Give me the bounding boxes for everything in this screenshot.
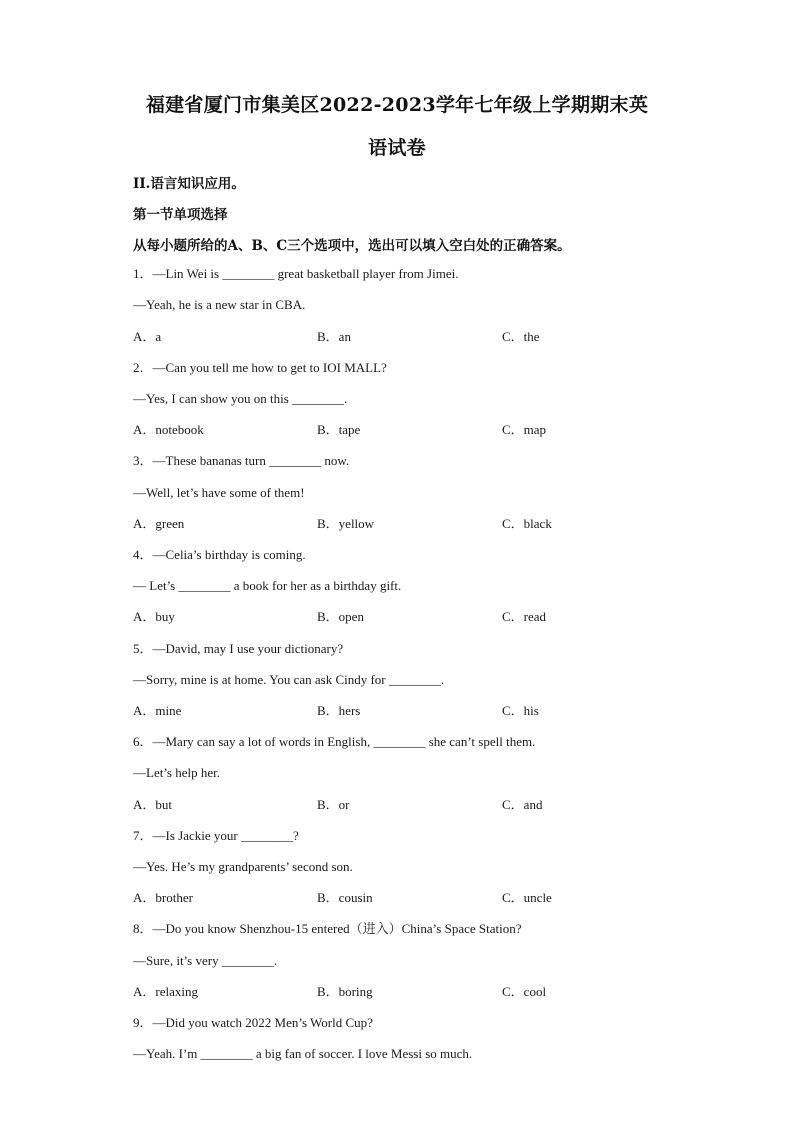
question-1-reply: —Yeah, he is a new star in CBA.: [133, 297, 306, 312]
question-2-reply: —Yes, I can show you on this ________.: [133, 391, 348, 406]
question-6-prompt: 6．—Mary can say a lot of words in English, ________ she can’t spell them.: [133, 734, 536, 749]
question-8-reply: —Sure, it’s very ________.: [133, 953, 278, 968]
question-5-option-b: B．hers: [317, 703, 361, 718]
question-1-option-a: A．a: [133, 329, 162, 344]
question-2-option-c: C．map: [502, 422, 547, 437]
question-8-prompt: 8．—Do you know Shenzhou-15 entered（进入）China’s Space Station?: [133, 921, 522, 936]
question-3-option-c: C．black: [502, 516, 552, 531]
question-4-reply: — Let’s ________ a book for her as a birthday gift.: [133, 578, 402, 593]
question-4-option-c: C．read: [502, 609, 547, 624]
question-6-option-a: A．but: [133, 797, 173, 812]
question-3-prompt: 3．—These bananas turn ________ now.: [133, 453, 350, 468]
question-5-option-c: C．his: [502, 703, 539, 718]
question-3-option-b: B．yellow: [317, 516, 375, 531]
question-1-option-c: C．the: [502, 329, 540, 344]
question-7-prompt: 7．—Is Jackie your ________?: [133, 828, 299, 843]
question-8-option-c: C．cool: [502, 984, 547, 999]
question-6-option-c: C．and: [502, 797, 543, 812]
subsection-heading: 第一节单项选择: [133, 207, 228, 223]
question-3-reply: —Well, let’s have some of them!: [133, 485, 305, 500]
question-2-option-b: B．tape: [317, 422, 361, 437]
instruction-text: 从每小题所给的A、B、C三个选项中，选出可以填入空白处的正确答案。: [133, 238, 571, 254]
question-7-option-c: C．uncle: [502, 890, 552, 905]
page-title-line-2: 语试卷: [368, 137, 426, 159]
question-9-prompt: 9．—Did you watch 2022 Men’s World Cup?: [133, 1015, 373, 1030]
question-7-reply: —Yes. He’s my grandparents’ second son.: [133, 859, 353, 874]
question-1-option-b: B．an: [317, 329, 351, 344]
question-2-option-a: A．notebook: [133, 422, 204, 437]
question-5-prompt: 5．—David, may I use your dictionary?: [133, 641, 344, 656]
question-8-option-a: A．relaxing: [133, 984, 198, 999]
page-title-line-1: 福建省厦门市集美区2022-2023学年七年级上学期期末英: [145, 94, 649, 116]
question-5-option-a: A．mine: [133, 703, 182, 718]
question-4-option-b: B．open: [317, 609, 364, 624]
question-2-prompt: 2．—Can you tell me how to get to IOI MALL?: [133, 360, 387, 375]
question-7-option-b: B．cousin: [317, 890, 373, 905]
question-5-reply: —Sorry, mine is at home. You can ask Cindy for ________.: [133, 672, 445, 687]
question-1-prompt: 1．—Lin Wei is ________ great basketball player from Jimei.: [133, 266, 459, 281]
question-4-option-a: A．buy: [133, 609, 175, 624]
part-heading: II.语言知识应用。: [133, 176, 245, 192]
question-6-reply: —Let’s help her.: [133, 765, 221, 780]
question-9-reply: —Yeah. I’m ________ a big fan of soccer. I love Messi so much.: [133, 1046, 473, 1061]
question-3-option-a: A．green: [133, 516, 185, 531]
question-4-prompt: 4．—Celia’s birthday is coming.: [133, 547, 306, 562]
question-8-option-b: B．boring: [317, 984, 373, 999]
question-6-option-b: B．or: [317, 797, 350, 812]
question-7-option-a: A．brother: [133, 890, 193, 905]
